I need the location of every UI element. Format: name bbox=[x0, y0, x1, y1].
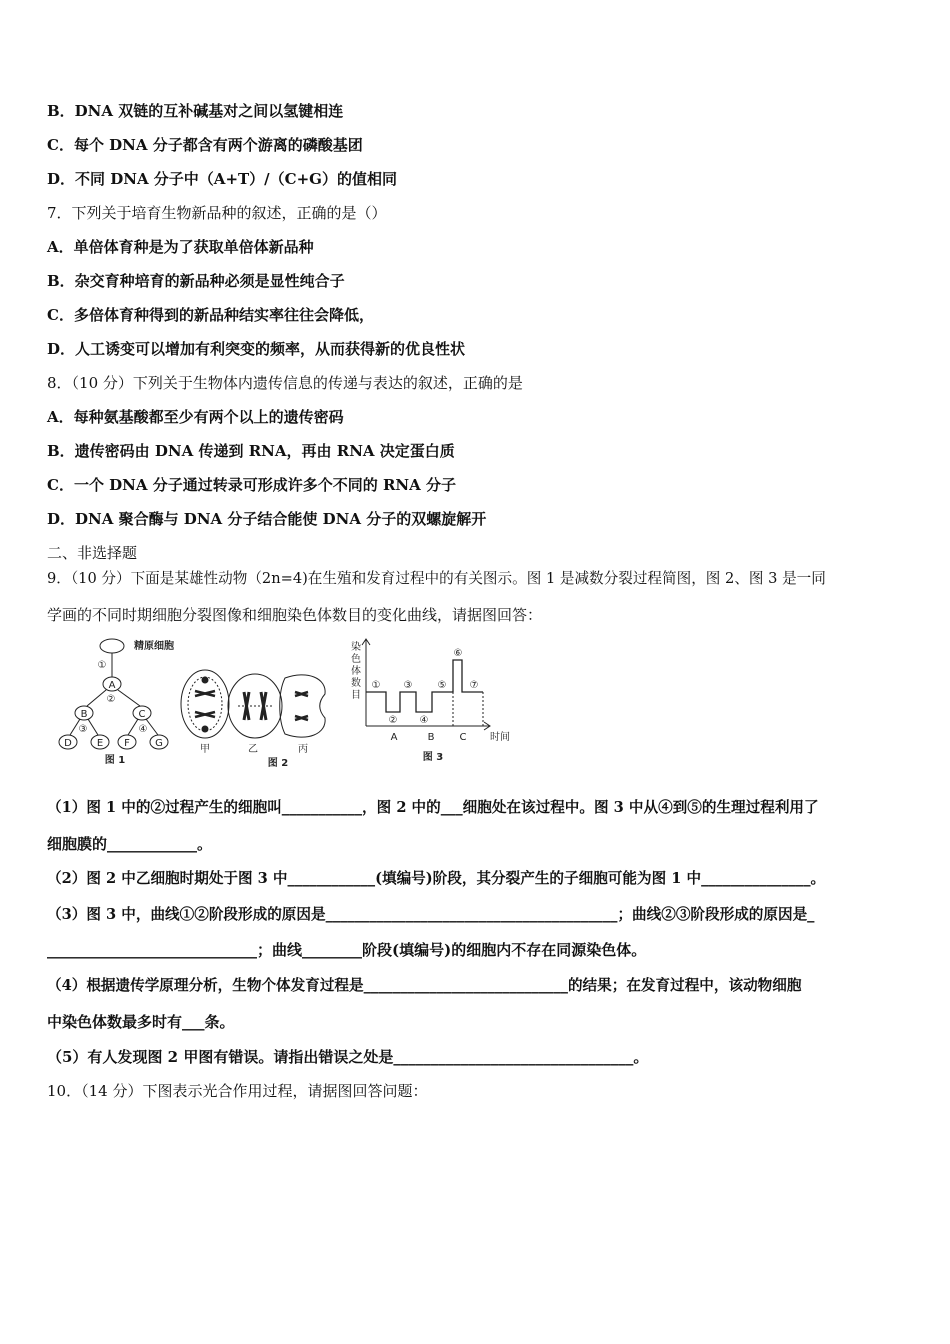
q8-stem: 8．（10 分）下列关于生物体内遗传信息的传递与表达的叙述，正确的是 bbox=[47, 374, 523, 392]
q6-option-d: D．不同 DNA 分子中（A+T）/（C+G）的值相同 bbox=[47, 170, 397, 188]
q8-option-b: B．遗传密码由 DNA 传递到 RNA，再由 RNA 决定蛋白质 bbox=[47, 442, 455, 460]
cell-bing bbox=[280, 675, 325, 737]
fig1-step3: ③ bbox=[78, 724, 88, 735]
fig1-step4: ④ bbox=[138, 724, 148, 735]
q9-sub4-line2: 中染色体数最多时有___条。 bbox=[47, 1013, 235, 1031]
y-label-5: 目 bbox=[351, 690, 361, 701]
fig1-node-b: B bbox=[80, 709, 88, 720]
fig2-label-yi: 乙 bbox=[248, 744, 258, 755]
stage-3: ③ bbox=[403, 680, 413, 691]
edge-b-e bbox=[88, 719, 98, 735]
chromosomes-bing bbox=[295, 692, 308, 720]
fig1-caption: 图 1 bbox=[104, 755, 126, 766]
q7-option-b: B．杂交育种培育的新品种必须是显性纯合子 bbox=[47, 272, 345, 290]
fig1-step2: ② bbox=[106, 694, 116, 705]
fig1-node-d: D bbox=[64, 738, 72, 749]
q9-figures bbox=[50, 636, 530, 771]
q9-sub4-line1: （4）根据遗传学原理分析，生物个体发育过程是____________________________的结果；在发育过程中，该动物细胞 bbox=[47, 977, 802, 994]
fig2-caption: 图 2 bbox=[267, 758, 289, 769]
y-label-1: 染 bbox=[351, 642, 361, 653]
q7-option-a: A．单倍体育种是为了获取单倍体新品种 bbox=[47, 238, 314, 256]
fig2-label-bing: 丙 bbox=[298, 744, 308, 755]
q10-stem: 10．（14 分）下图表示光合作用过程，请据图回答问题： bbox=[47, 1082, 428, 1100]
q6-option-b: B．DNA 双链的互补碱基对之间以氢键相连 bbox=[47, 102, 344, 120]
q6-option-c: C．每个 DNA 分子都含有两个游离的磷酸基团 bbox=[47, 136, 363, 154]
figure3-labels bbox=[351, 640, 510, 763]
q9-sub1-line1: （1）图 1 中的②过程产生的细胞叫___________，图 2 中的___细胞处在该过程中。图 3 中从④到⑤的生理过程利用了 bbox=[47, 799, 819, 816]
fig1-node-a: A bbox=[108, 680, 116, 691]
fig1-node-g: G bbox=[155, 738, 163, 749]
chromosomes-jia bbox=[195, 691, 215, 717]
q9-sub2: （2）图 2 中乙细胞时期处于图 3 中____________(填编号)阶段，其分裂产生的子细胞可能为图 1 中_______________。 bbox=[47, 870, 826, 887]
edge-c-f bbox=[128, 719, 138, 735]
fig1-node-c: C bbox=[138, 709, 146, 720]
fig1-root-label: 精原细胞 bbox=[134, 641, 174, 652]
q9-sub3-line1: （3）图 3 中，曲线①②阶段形成的原因是________________________________________；曲线②③阶段形成的原因是_ bbox=[47, 906, 815, 923]
q9-sub1-line2: 细胞膜的____________。 bbox=[47, 835, 213, 853]
edge-a-c bbox=[118, 690, 140, 706]
y-label-4: 数 bbox=[351, 678, 361, 689]
figure1-labels bbox=[64, 639, 174, 766]
spindle-jia bbox=[188, 677, 222, 731]
q8-option-d: D．DNA 聚合酶与 DNA 分子结合能使 DNA 分子的双螺旋解开 bbox=[47, 510, 487, 528]
q9-sub3-line2: ____________________________；曲线________阶段(填编号)的细胞内不存在同源染色体。 bbox=[47, 941, 647, 959]
q7-stem: 7．下列关于培育生物新品种的叙述，正确的是（） bbox=[47, 204, 387, 222]
fig2-label-jia: 甲 bbox=[200, 744, 210, 755]
edge-a-b bbox=[87, 690, 106, 706]
q9-stem-line2: 学画的不同时期细胞分裂图像和细胞染色体数目的变化曲线，请据图回答： bbox=[47, 606, 543, 624]
spermatogonium-cell bbox=[100, 639, 124, 653]
q9-stem-line1: 9．（10 分）下面是某雄性动物（2n=4)在生殖和发育过程中的有关图示。图 1 是减数分裂过程简图，图 2、图 3 是一同 bbox=[47, 570, 826, 587]
stage-7: ⑦ bbox=[469, 680, 479, 691]
q7-option-d: D．人工诱变可以增加有利突变的频率，从而获得新的优良性状 bbox=[47, 340, 466, 358]
edge-c-g bbox=[146, 719, 158, 735]
figure2-labels bbox=[200, 743, 308, 769]
centriole-jia-top bbox=[202, 677, 208, 683]
section-heading: 二、非选择题 bbox=[47, 544, 138, 562]
figures-svg bbox=[50, 636, 530, 771]
fig1-node-e: E bbox=[96, 738, 104, 749]
figure2-cells bbox=[181, 670, 325, 738]
y-label-2: 色 bbox=[351, 654, 361, 665]
stage-1: ① bbox=[371, 680, 381, 691]
fig1-node-f: F bbox=[124, 738, 130, 749]
tick-a: A bbox=[390, 732, 398, 743]
tick-c: C bbox=[459, 732, 467, 743]
q8-option-c: C．一个 DNA 分子通过转录可形成许多个不同的 RNA 分子 bbox=[47, 476, 457, 494]
tick-b: B bbox=[427, 732, 435, 743]
fig3-caption: 图 3 bbox=[422, 752, 444, 763]
q7-option-c: C．多倍体育种得到的新品种结实率往往会降低， bbox=[47, 306, 374, 324]
centriole-jia-bottom bbox=[202, 726, 208, 732]
stage-6: ⑥ bbox=[453, 648, 463, 659]
stage-2: ② bbox=[388, 715, 398, 726]
chromosome-count-curve bbox=[366, 660, 483, 712]
fig1-step1: ① bbox=[97, 660, 107, 671]
q9-sub5: （5）有人发现图 2 甲图有错误。请指出错误之处是________________________________。 bbox=[47, 1048, 649, 1066]
stage-5: ⑤ bbox=[437, 680, 447, 691]
stage-4: ④ bbox=[419, 715, 429, 726]
x-label: 时间 bbox=[490, 732, 510, 743]
y-label-3: 体 bbox=[351, 666, 361, 677]
q8-option-a: A．每种氨基酸都至少有两个以上的遗传密码 bbox=[47, 408, 344, 426]
